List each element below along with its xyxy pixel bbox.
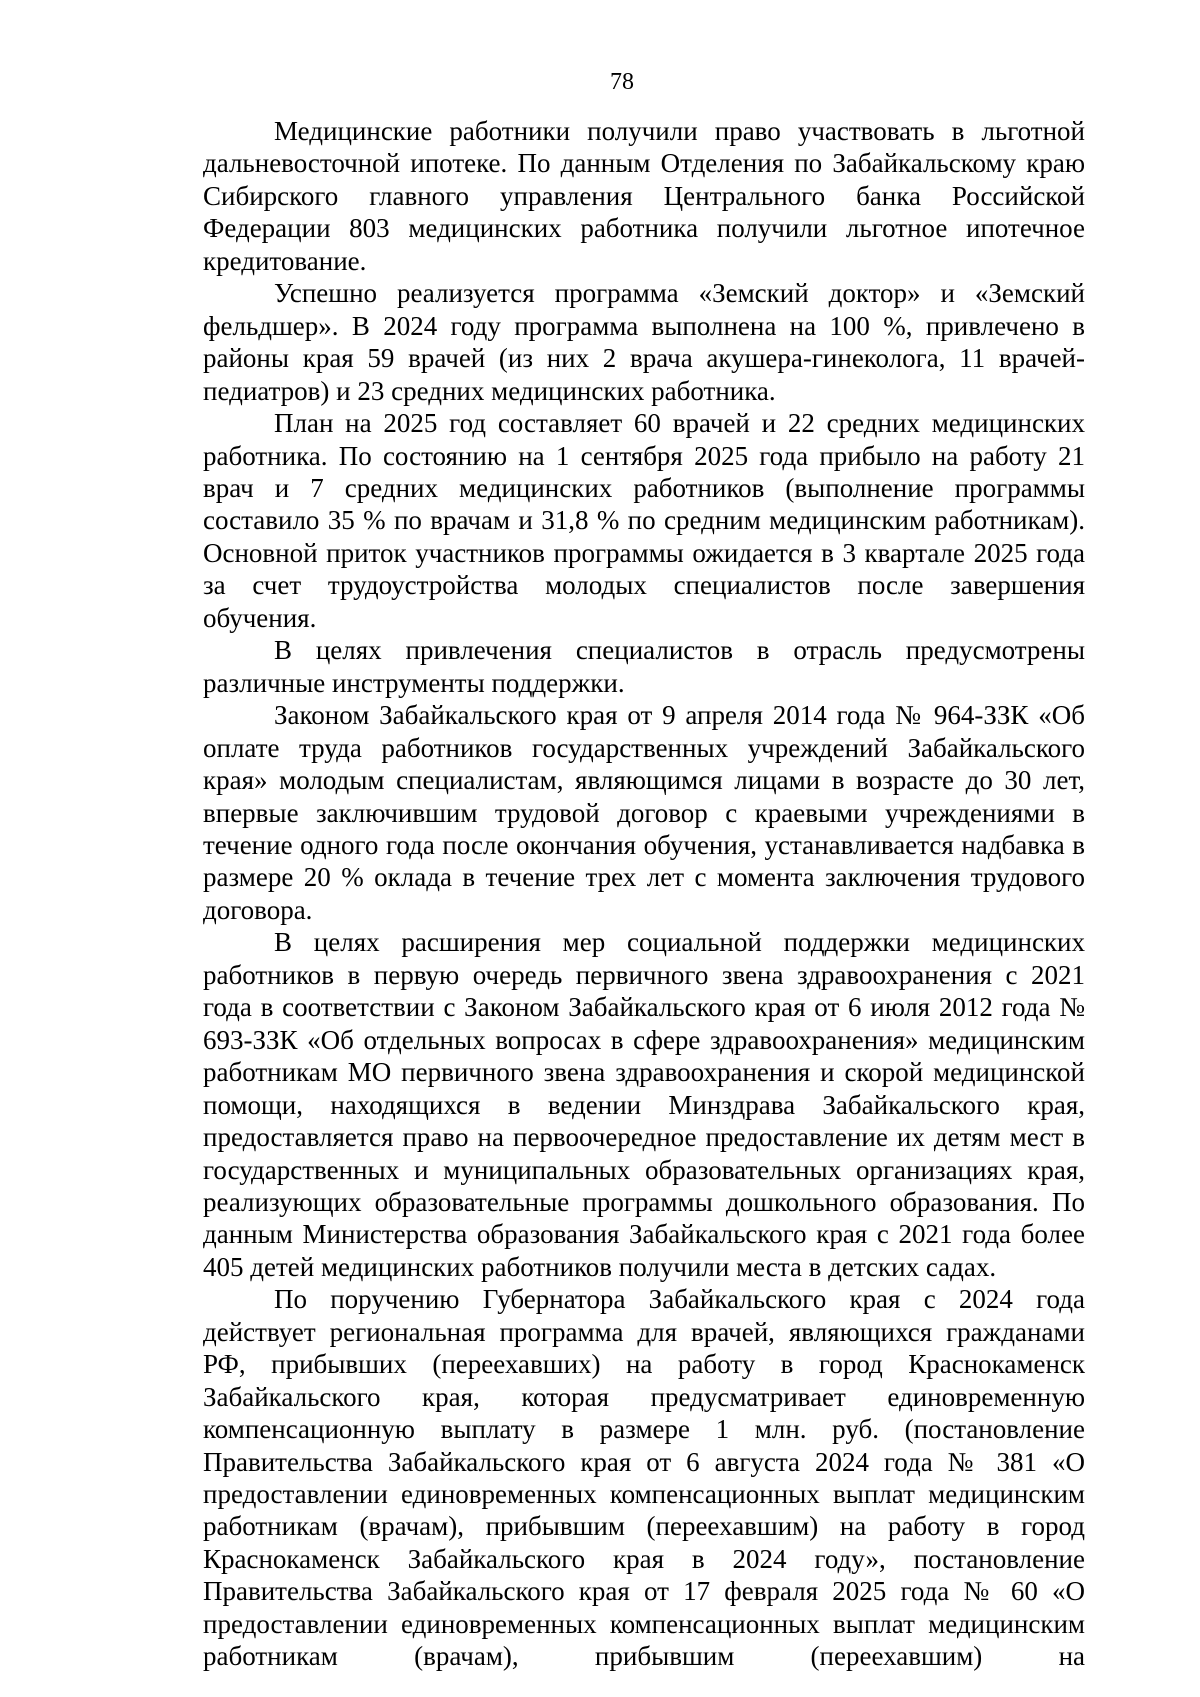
paragraph-ipoteka: Медицинские работники получили право участвовать в льготной дальневосточной ипотеке. По данным Отделения по Забайкальскому краю Сибирского главного управления Центрального банка Российской Федерации 803 медицинских работника получили льготное ипотечное кредитование. bbox=[203, 116, 1085, 276]
page-number: 78 bbox=[610, 69, 634, 95]
paragraph-zemsky-2024: Успешно реализуется программа «Земский доктор» и «Земский фельдшер». В 2024 году программа выполнена на 100 %, привлечено в районы края 59 врачей (из них 2 врача акушера-гинеколога, 11 врачей-педиатров) и 23 средних медицинских работника. bbox=[203, 278, 1085, 406]
paragraph-krasnokamensk: По поручению Губернатора Забайкальского края с 2024 года действует региональная программа для врачей, являющихся гражданами РФ, прибывших (переехавших) на работу в город Краснокаменск Забайкальского края, которая предусматривает единовременную компенсационную выплату в размере 1 млн. руб. (постановление Правительства Забайкальского края от 6 августа 2024 года № 381 «О предоставлении единовременных компенсационных выплат медицинским работникам (врачам), прибывшим (переехавшим) на работу в город Краснокаменск Забайкальского края в 2024 году», постановление Правительства Забайкальского края от 17 февраля 2025 года № 60 «О предоставлении единовременных компенсационных выплат медицинским работникам (врачам), прибывшим (переехавшим) на bbox=[203, 1284, 1085, 1672]
paragraph-plan-2025: План на 2025 год составляет 60 врачей и 22 средних медицинских работника. По состоянию на 1 сентября 2025 года прибыло на работу 21 врач и 7 средних медицинских работников (выполнение программы составило 35 % по врачам и 31,8 % по средним медицинским работникам). Основной приток участников программы ожидается в 3 квартале 2025 года за счет трудоустройства молодых специалистов после завершения обучения. bbox=[203, 408, 1085, 633]
paragraph-law-693: В целях расширения мер социальной поддержки медицинских работников в первую очередь первичного звена здравоохранения с 2021 года в соответствии с Законом Забайкальского края от 6 июля 2012 года № 693-ЗЗК «Об отдельных вопросах в сфере здравоохранения» медицинским работникам МО первичного звена здравоохранения и скорой медицинской помощи, находящихся в ведении Минздрава Забайкальского края, предоставляется право на первоочередное предоставление их детям мест в государственных и муниципальных образовательных организациях края, реализующих образовательные программы дошкольного образования. По данным Министерства образования Забайкальского края с 2021 года более 405 детей медицинских работников получили места в детских садах. bbox=[203, 927, 1085, 1282]
paragraph-support-tools: В целях привлечения специалистов в отрасль предусмотрены различные инструменты поддержки. bbox=[203, 635, 1085, 698]
document-body bbox=[203, 115, 1085, 1673]
paragraph-law-964: Законом Забайкальского края от 9 апреля 2014 года № 964-ЗЗК «Об оплате труда работников государственных учреждений Забайкальского края» молодым специалистам, являющимся лицами в возрасте до 30 лет, впервые заключившим трудовой договор с краевыми учреждениями в течение одного года после окончания обучения, устанавливается надбавка в размере 20 % оклада в течение трех лет с момента заключения трудового договора. bbox=[203, 700, 1085, 925]
